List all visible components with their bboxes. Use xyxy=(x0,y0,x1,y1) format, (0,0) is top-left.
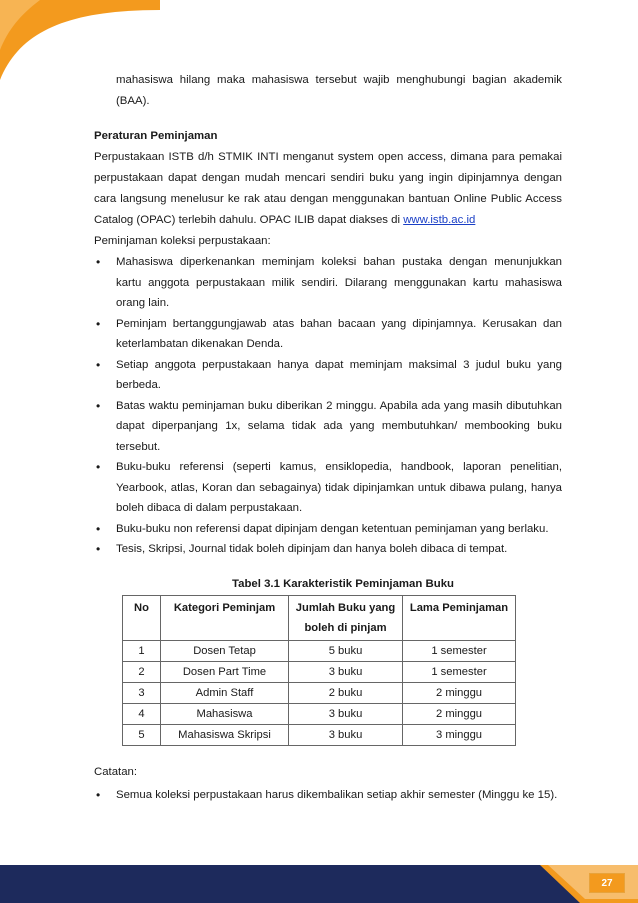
cell-category: Dosen Part Time xyxy=(161,661,289,682)
page-content xyxy=(94,70,562,805)
table-body xyxy=(123,640,516,745)
footer-band xyxy=(0,865,638,903)
page-number: 27 xyxy=(589,873,625,893)
rule-item xyxy=(94,355,562,396)
cell-book-count: 2 buku xyxy=(289,682,403,703)
table-title: Tabel 3.1 Karakteristik Peminjaman Buku xyxy=(232,577,454,590)
rule-item-text: Mahasiswa diperkenankan meminjam koleksi bahan pustaka dengan menunjukkan kartu anggota perpustakaan milik sendiri. Dilarang menggunakan kartu mahasiswa orang lain. xyxy=(116,256,562,309)
rule-item-text: Peminjam bertanggungjawab atas bahan bacaan yang dipinjamnya. Kerusakan dan keterlambatan dikenakan Denda. xyxy=(116,317,562,350)
rule-item xyxy=(94,314,562,355)
rule-item-text: Buku-buku non referensi dapat dipinjam dengan ketentuan peminjaman yang berlaku. xyxy=(116,522,549,535)
website-link[interactable]: www.istb.ac.id xyxy=(403,214,476,226)
opac-paragraph-text: Perpustakaan ISTB d/h STMIK INTI menganut system open access, dimana para pemakai perpustakaan dapat dengan mudah mencari sendiri buku yang ingin dipinjamnya dengan cara langsung menelusur ke rak atau dengan menggunakan bantuan Online Public Access Catalog (OPAC) terlebih dahulu. OPAC ILIB dapat diakses di xyxy=(94,151,562,226)
cell-no: 4 xyxy=(123,703,161,724)
rule-item xyxy=(94,396,562,458)
rules-list xyxy=(94,252,562,560)
table-row xyxy=(123,640,516,661)
cell-duration: 3 minggu xyxy=(403,724,516,745)
section-heading: Peraturan Peminjaman xyxy=(94,130,218,142)
table-row xyxy=(123,703,516,724)
rule-item xyxy=(94,252,562,314)
rule-item xyxy=(94,457,562,519)
cell-duration: 2 minggu xyxy=(403,703,516,724)
cell-no: 5 xyxy=(123,724,161,745)
bullet-icon: • xyxy=(96,460,101,474)
list-heading: Peminjaman koleksi perpustakaan: xyxy=(94,235,271,247)
header-no: No xyxy=(123,595,161,640)
cell-duration: 1 semester xyxy=(403,661,516,682)
header-duration: Lama Peminjaman xyxy=(403,595,516,640)
bullet-icon: • xyxy=(96,316,101,331)
cell-category: Admin Staff xyxy=(161,682,289,703)
table-header-row xyxy=(123,595,516,640)
cell-book-count: 3 buku xyxy=(289,724,403,745)
bullet-icon: • xyxy=(96,542,101,556)
loan-characteristics-table xyxy=(122,595,516,746)
rule-item-text: Tesis, Skripsi, Journal tidak boleh dipinjam dan hanya boleh dibaca di tempat. xyxy=(116,543,508,555)
cell-duration: 2 minggu xyxy=(403,682,516,703)
note-item xyxy=(94,785,562,806)
note-item-text: Semua koleksi perpustakaan harus dikembalikan setiap akhir semester (Minggu ke 15). xyxy=(116,788,558,801)
cell-no: 3 xyxy=(123,682,161,703)
cell-book-count: 3 buku xyxy=(289,703,403,724)
cell-no: 1 xyxy=(123,640,161,661)
intro-paragraph: mahasiswa hilang maka mahasiswa tersebut wajib menghubungi bagian akademik (BAA). xyxy=(116,74,562,107)
notes-list xyxy=(94,785,562,806)
rule-item xyxy=(94,539,562,560)
header-book-count: Jumlah Buku yang boleh di pinjam xyxy=(289,595,403,640)
cell-no: 2 xyxy=(123,661,161,682)
cell-category: Mahasiswa xyxy=(161,703,289,724)
header-category: Kategori Peminjam xyxy=(161,595,289,640)
cell-category: Dosen Tetap xyxy=(161,640,289,661)
notes-heading: Catatan: xyxy=(94,765,138,778)
cell-book-count: 5 buku xyxy=(289,640,403,661)
cell-duration: 1 semester xyxy=(403,640,516,661)
rule-item-text: Batas waktu peminjaman buku diberikan 2 minggu. Apabila ada yang masih dibutuhkan dapat diperpanjang 1x, selama tidak ada yang membutuhkan/ membooking buku tersebut. xyxy=(116,399,562,453)
rule-item-text: Setiap anggota perpustakaan hanya dapat meminjam maksimal 3 judul buku yang berbeda. xyxy=(116,358,562,391)
bullet-icon: • xyxy=(96,398,101,413)
table-row xyxy=(123,682,516,703)
rule-item xyxy=(94,519,562,540)
bullet-icon: • xyxy=(96,521,101,536)
table-row xyxy=(123,724,516,745)
table-row xyxy=(123,661,516,682)
bullet-icon: • xyxy=(96,357,101,372)
bullet-icon: • xyxy=(96,255,101,269)
bullet-icon: • xyxy=(96,787,101,802)
opac-paragraph xyxy=(94,147,562,231)
cell-book-count: 3 buku xyxy=(289,661,403,682)
rule-item-text: Buku-buku referensi (seperti kamus, ensiklopedia, handbook, laporan penelitian, Yearbook, atlas, Koran dan sebagainya) tidak dipinjamkan untuk dibawa pulang, hanya boleh dibaca di dalam perpustakaan. xyxy=(116,461,562,514)
cell-category: Mahasiswa Skripsi xyxy=(161,724,289,745)
corner-decoration xyxy=(0,0,160,80)
